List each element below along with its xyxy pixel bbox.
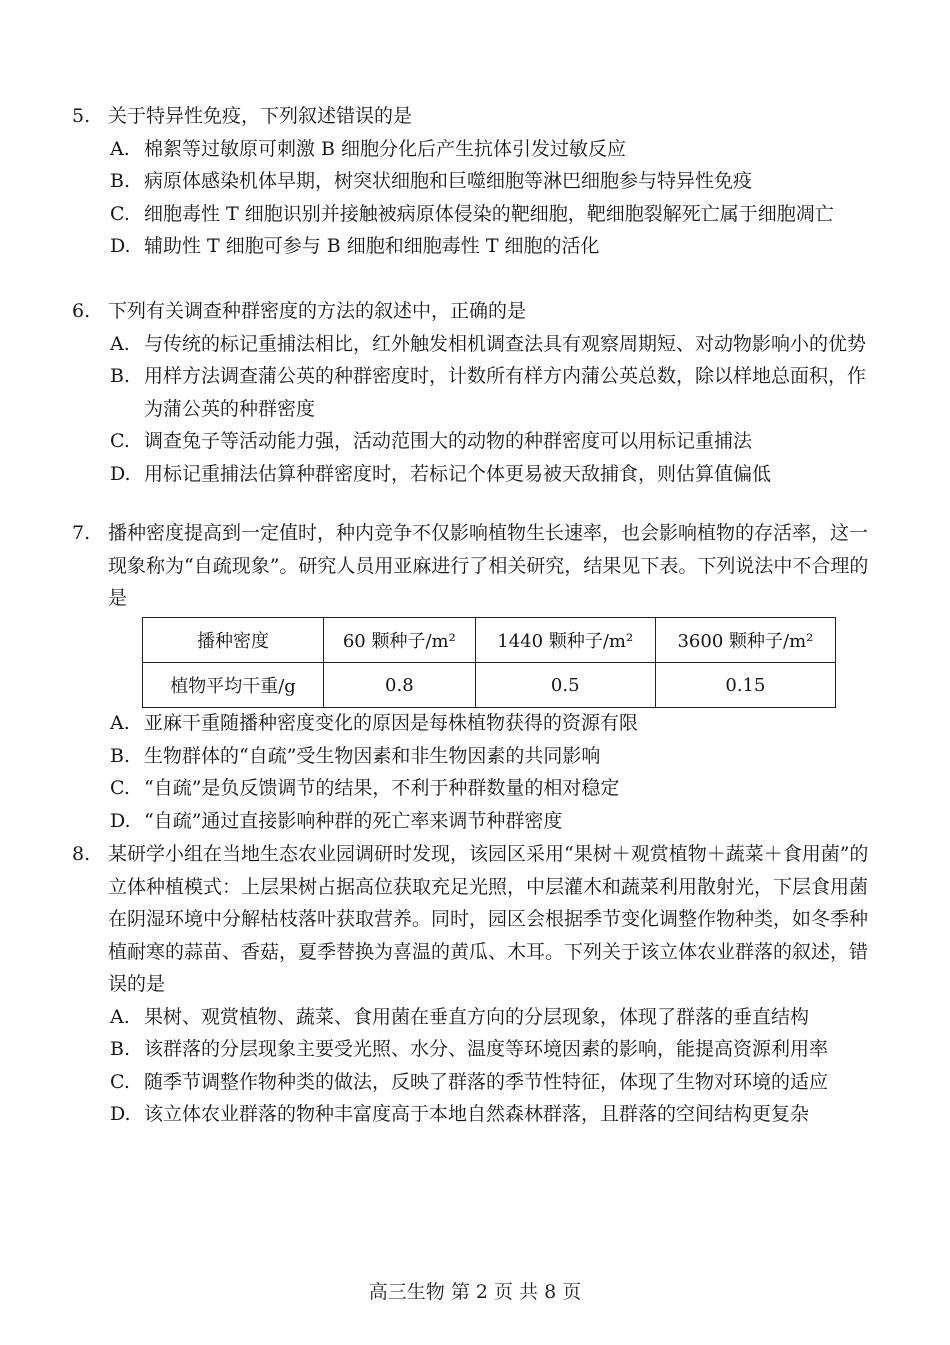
question-7-options: [72, 707, 882, 837]
question-number: 8.: [72, 843, 91, 865]
question-stem: [72, 295, 882, 328]
question-6: [72, 295, 882, 490]
option-c: C. “自疏”是负反馈调节的结果，不利于种群数量的相对稳定: [110, 777, 620, 799]
option-c: C. 调查兔子等活动能力强，活动范围大的动物的种群密度可以用标记重捕法: [110, 430, 753, 452]
table-cell: 植物平均干重/g: [143, 663, 324, 708]
question-5: [72, 100, 882, 263]
question-stem: [72, 100, 882, 133]
option-d: D. 辅助性 T 细胞可参与 B 细胞和细胞毒性 T 细胞的活化: [110, 235, 600, 257]
question-number: 6.: [72, 300, 91, 322]
table-cell: 0.15: [655, 663, 835, 708]
page-footer: 高三生物 第 2 页 共 8 页: [368, 1281, 582, 1303]
option-b: B. 该群落的分层现象主要受光照、水分、温度等环境因素的影响，能提高资源利用率: [110, 1038, 829, 1060]
question-text: 某研学小组在当地生态农业园调研时发现，该园区采用“果树＋观赏植物＋蔬菜＋食用菌”的立体种植模式：上层果树占据高位获取充足光照，中层灌木和蔬菜利用散射光，下层食用菌在阴湿环境中分解枯枝落叶获取营养。同时，园区会根据季节变化调整作物种类，如冬季种植耐寒的蒜苗、香菇，夏季替换为喜温的黄瓜、木耳。下列关于该立体农业群落的叙述，错误的是: [108, 843, 869, 995]
table-row: [143, 663, 836, 708]
option-d: D. “自疏”通过直接影响种群的死亡率来调节种群密度: [110, 809, 563, 832]
table-header-row: [143, 618, 836, 663]
table-cell: 播种密度: [143, 618, 324, 663]
option-a: A. 棉絮等过敏原可刺激 B 细胞分化后产生抗体引发过敏反应: [110, 137, 627, 160]
density-table: [142, 617, 836, 708]
option-d: D. 该立体农业群落的物种丰富度高于本地自然森林群落，且群落的空间结构更复杂: [110, 1103, 810, 1125]
option-b: B. 用样方法调查蒲公英的种群密度时，计数所有样方内蒲公英总数，除以样地总面积，作为蒲公英的种群密度: [110, 365, 867, 420]
option-a: A. 亚麻干重随播种密度变化的原因是每株植物获得的资源有限: [110, 712, 639, 734]
question-8: [72, 838, 882, 1131]
question-text: 下列有关调查种群密度的方法的叙述中，正确的是: [108, 300, 527, 322]
question-7: [72, 517, 882, 615]
option-a: A. 与传统的标记重捕法相比，红外触发相机调查法具有观察周期短、对动物影响小的优势: [110, 332, 867, 355]
option-c: C. 随季节调整作物种类的做法，反映了群落的季节性特征，体现了生物对环境的适应: [110, 1070, 829, 1093]
table-cell: 0.8: [324, 663, 476, 708]
question-text: 关于特异性免疫，下列叙述错误的是: [108, 105, 413, 127]
question-stem: [72, 838, 882, 1001]
question-stem: [72, 517, 882, 615]
option-d: D. 用标记重捕法估算种群密度时，若标记个体更易被天敌捕食，则估算值偏低: [110, 462, 772, 485]
option-a: A. 果树、观赏植物、蔬菜、食用菌在垂直方向的分层现象，体现了群落的垂直结构: [110, 1005, 810, 1028]
table-cell: 60 颗种子/m²: [324, 618, 476, 663]
table-cell: 0.5: [475, 663, 655, 708]
option-c: C. 细胞毒性 T 细胞识别并接触被病原体侵染的靶细胞，靶细胞裂解死亡属于细胞凋亡: [110, 202, 834, 225]
table-cell: 1440 颗种子/m²: [475, 618, 655, 663]
question-number: 5.: [72, 105, 91, 127]
option-b: B. 生物群体的“自疏”受生物因素和非生物因素的共同影响: [110, 744, 601, 767]
question-text: 播种密度提高到一定值时，种内竞争不仅影响植物生长速率，也会影响植物的存活率，这一现象称为“自疏现象”。研究人员用亚麻进行了相关研究，结果见下表。下列说法中不合理的是: [108, 522, 869, 609]
question-number: 7.: [72, 522, 91, 544]
option-b: B. 病原体感染机体早期，树突状细胞和巨噬细胞等淋巴细胞参与特异性免疫: [110, 170, 753, 192]
table-cell: 3600 颗种子/m²: [655, 618, 835, 663]
